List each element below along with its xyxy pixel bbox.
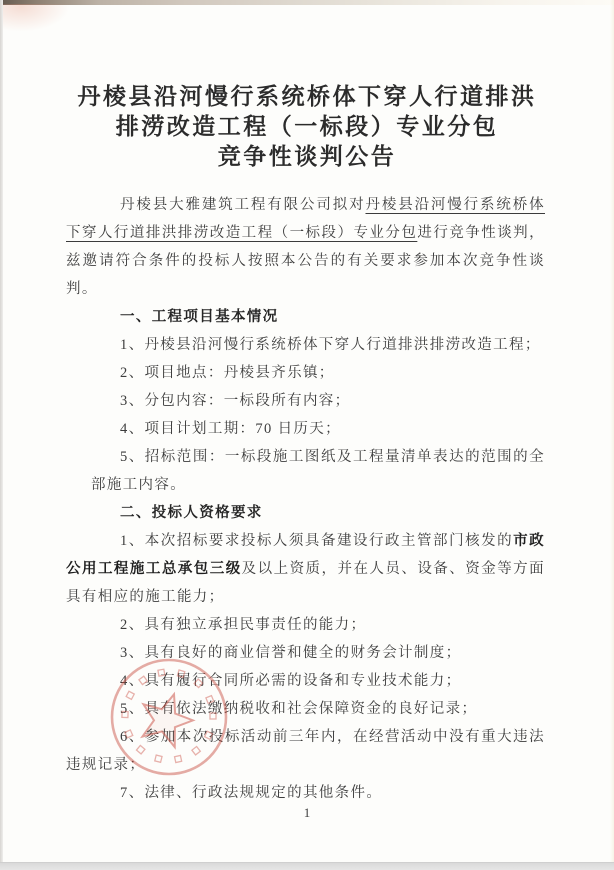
item-text: 1、本次招标要求投标人须具备建设行政主管部门核发的	[120, 533, 514, 549]
item-text: 及以上资质，并在人员、设备、资金等方面具有相应的施工能力；	[66, 561, 545, 605]
title-line-2: 排涝改造工程（一标段）专业分包	[115, 114, 499, 139]
list-item: 2、具有独立承担民事责任的能力；	[120, 617, 367, 633]
intro-paragraph	[66, 191, 545, 303]
list-item: 5、具有依法缴纳税收和社会保障资金的良好记录；	[120, 701, 478, 717]
list-item: 3、分包内容：一标段所有内容；	[120, 393, 351, 409]
scan-edge-top	[0, 0, 614, 5]
section2-heading: 二、投标人资格要求	[120, 505, 263, 521]
list-item: 1、丹棱县沿河慢行系统桥体下穿人行道排洪排涝改造工程；	[120, 337, 541, 353]
document-title	[0, 82, 614, 172]
list-item: 6、参加本次投标活动前三年内，在经营活动中没有重大违法违规记录；	[66, 729, 545, 773]
list-item: 3、具有良好的商业信誉和健全的财务会计制度；	[120, 645, 462, 661]
intro-underlined-project-name: 丹棱县沿河慢行系统桥体下穿人行道排洪排涝改造工程（一标段）专业分包	[66, 197, 545, 241]
title-line-1: 丹棱县沿河慢行系统桥体下穿人行道排洪	[77, 84, 537, 109]
scan-smudge	[0, 4, 70, 32]
title-line-3: 竞争性谈判公告	[217, 144, 397, 169]
list-item: 4、具有履行合同所必需的设备和专业技术能力；	[120, 673, 462, 689]
intro-text: 丹棱县大雅建筑工程有限公司拟对	[120, 197, 366, 213]
document-body	[66, 191, 545, 807]
list-item	[66, 527, 545, 611]
list-item: 7、法律、行政法规规定的其他条件。	[120, 785, 383, 801]
item-bold-qualification: 市政公用工程施工总承包三级	[66, 533, 546, 577]
intro-text: 进行竞争性谈判，兹邀请符合条件的投标人按照本公告的有关要求参加本次竞争性谈判。	[66, 225, 545, 297]
page-number: 1	[303, 805, 311, 820]
list-item: 4、项目计划工期：70 日历天；	[120, 421, 341, 437]
section1-heading: 一、工程项目基本情况	[120, 309, 279, 325]
list-item: 2、项目地点：丹棱县齐乐镇；	[120, 365, 335, 381]
scan-edge-bottom	[0, 862, 614, 870]
list-item: 5、招标范围：一标段施工图纸及工程量清单表达的范围的全部施工内容。	[91, 449, 545, 493]
